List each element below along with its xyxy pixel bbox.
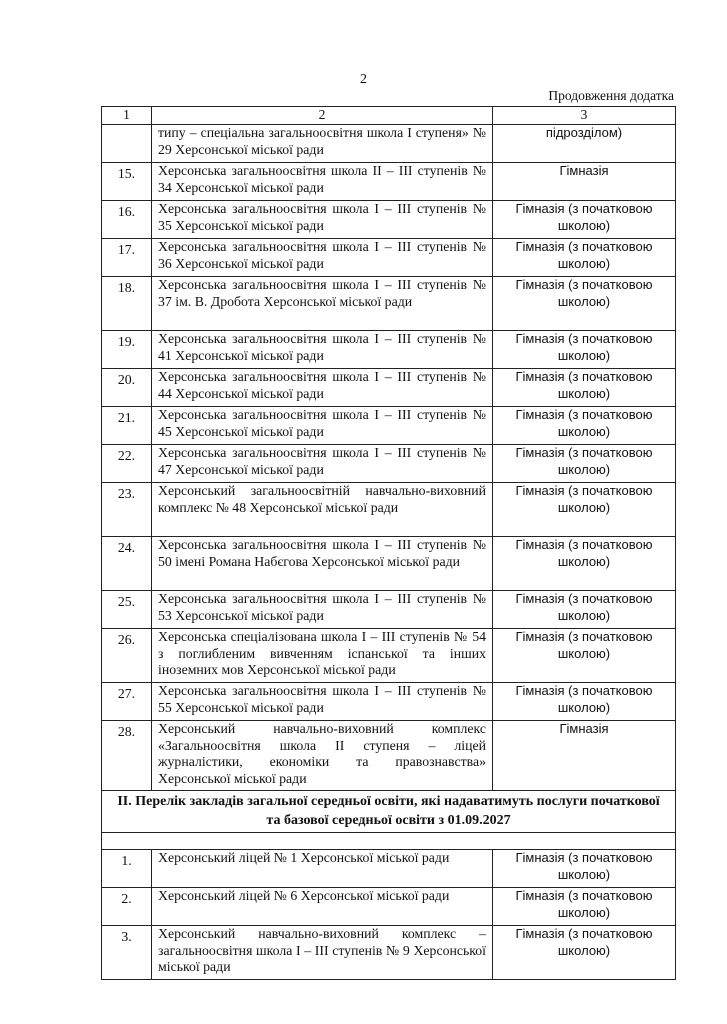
section-title: ІІ. Перелік закладів загальної середньої освіти, які надаватимуть послуги початкової та базової середньої освіти з 01.09.2027: [102, 791, 676, 833]
row-number: 18.: [102, 277, 152, 331]
school-name: Херсонська загальноосвітня школа І – ІІІ ступенів № 47 Херсонської міської ради: [152, 445, 493, 483]
row-number: 25.: [102, 591, 152, 629]
table-row: [102, 926, 676, 980]
row-number: 3.: [102, 926, 152, 980]
institution-type: Гімназія (з початковою школою): [493, 537, 676, 591]
row-number: 15.: [102, 163, 152, 201]
school-name: Херсонський ліцей № 1 Херсонської міської ради: [152, 850, 493, 888]
institution-type: Гімназія (з початковою школою): [493, 369, 676, 407]
institution-type: Гімназія (з початковою школою): [493, 331, 676, 369]
table-row: [102, 163, 676, 201]
table-row: [102, 445, 676, 483]
institution-type: Гімназія (з початковою школою): [493, 277, 676, 331]
school-name: Херсонська загальноосвітня школа І – ІІІ ступенів № 36 Херсонської міської ради: [152, 239, 493, 277]
row-number: 21.: [102, 407, 152, 445]
table-row: [102, 888, 676, 926]
institution-type: Гімназія (з початковою школою): [493, 591, 676, 629]
row-number: 16.: [102, 201, 152, 239]
page-number: 2: [360, 72, 367, 87]
school-name: Херсонський навчально-виховний комплекс «Загальноосвітня школа ІІ ступеня – ліцей журналістики, економіки та правознавства» Херсонської міської ради: [152, 721, 493, 791]
school-name: Херсонський загальноосвітній навчально-виховний комплекс № 48 Херсонської міської ради: [152, 483, 493, 537]
spacer-cell: [102, 833, 676, 850]
table-row: [102, 683, 676, 721]
table-row: [102, 537, 676, 591]
row-number: 19.: [102, 331, 152, 369]
table-row: [102, 277, 676, 331]
school-name: типу – спеціальна загальноосвітня школа І ступеня» № 29 Херсонської міської ради: [152, 125, 493, 163]
column-header-3: 3: [493, 107, 676, 125]
institution-type: Гімназія: [493, 721, 676, 791]
column-header-2: 2: [152, 107, 493, 125]
institution-type: Гімназія (з початковою школою): [493, 629, 676, 683]
institution-type: Гімназія (з початковою школою): [493, 888, 676, 926]
table-row: [102, 629, 676, 683]
section-spacer-row: [102, 833, 676, 850]
table-row: [102, 850, 676, 888]
school-name: Херсонський ліцей № 6 Херсонської міської ради: [152, 888, 493, 926]
table-row: [102, 331, 676, 369]
row-number: 1.: [102, 850, 152, 888]
table-row: [102, 239, 676, 277]
row-number: 22.: [102, 445, 152, 483]
continuation-label: Продовження додатка: [548, 88, 674, 103]
school-name: Херсонська загальноосвітня школа І – ІІІ ступенів № 44 Херсонської міської ради: [152, 369, 493, 407]
school-name: Херсонська спеціалізована школа І – ІІІ ступенів № 54 з поглибленим вивченням іспанської та інших іноземних мов Херсонської міської ради: [152, 629, 493, 683]
schools-table: [101, 106, 676, 980]
table-row: [102, 591, 676, 629]
school-name: Херсонська загальноосвітня школа І – ІІІ ступенів № 53 Херсонської міської ради: [152, 591, 493, 629]
table-row: [102, 721, 676, 791]
table-row: [102, 369, 676, 407]
school-name: Херсонська загальноосвітня школа І – ІІІ ступенів № 45 Херсонської міської ради: [152, 407, 493, 445]
row-number: 24.: [102, 537, 152, 591]
row-number: [102, 125, 152, 163]
institution-type: Гімназія (з початковою школою): [493, 239, 676, 277]
row-number: 17.: [102, 239, 152, 277]
row-number: 26.: [102, 629, 152, 683]
row-number: 20.: [102, 369, 152, 407]
table-row: [102, 125, 676, 163]
institution-type: Гімназія: [493, 163, 676, 201]
institution-type: Гімназія (з початковою школою): [493, 407, 676, 445]
row-number: 27.: [102, 683, 152, 721]
table-row: [102, 407, 676, 445]
school-name: Херсонська загальноосвітня школа І – ІІІ ступенів № 41 Херсонської міської ради: [152, 331, 493, 369]
column-header-1: 1: [102, 107, 152, 125]
row-number: 23.: [102, 483, 152, 537]
row-number: 28.: [102, 721, 152, 791]
school-name: Херсонська загальноосвітня школа І – ІІІ ступенів № 50 імені Романа Набєгова Херсонської міської ради: [152, 537, 493, 591]
school-name: Херсонська загальноосвітня школа І – ІІІ ступенів № 35 Херсонської міської ради: [152, 201, 493, 239]
institution-type: підрозділом): [493, 125, 676, 163]
school-name: Херсонська загальноосвітня школа ІІ – ІІІ ступенів № 34 Херсонської міської ради: [152, 163, 493, 201]
institution-type: Гімназія (з початковою школою): [493, 850, 676, 888]
school-name: Херсонська загальноосвітня школа І – ІІІ ступенів № 37 ім. В. Дробота Херсонської міської ради: [152, 277, 493, 331]
row-number: 2.: [102, 888, 152, 926]
institution-type: Гімназія (з початковою школою): [493, 683, 676, 721]
institution-type: Гімназія (з початковою школою): [493, 926, 676, 980]
institution-type: Гімназія (з початковою школою): [493, 201, 676, 239]
table-row: [102, 483, 676, 537]
section-heading-row: [102, 791, 676, 833]
institution-type: Гімназія (з початковою школою): [493, 445, 676, 483]
table-header-row: [102, 107, 676, 125]
school-name: Херсонський навчально-виховний комплекс – загальноосвітня школа І – ІІІ ступенів № 9 Херсонської міської ради: [152, 926, 493, 980]
table-row: [102, 201, 676, 239]
school-name: Херсонська загальноосвітня школа І – ІІІ ступенів № 55 Херсонської міської ради: [152, 683, 493, 721]
institution-type: Гімназія (з початковою школою): [493, 483, 676, 537]
